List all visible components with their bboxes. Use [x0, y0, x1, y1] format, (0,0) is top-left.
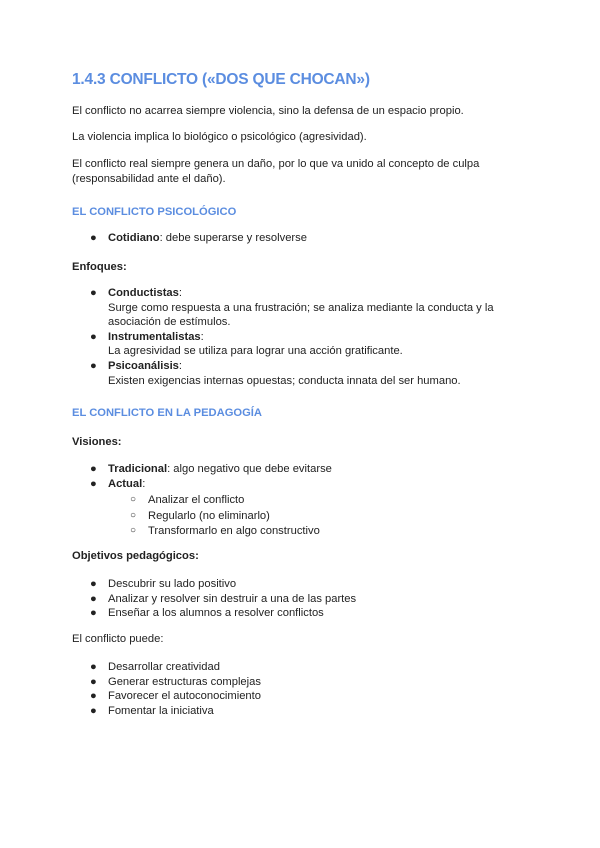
sub-item-text: Analizar el conflicto	[148, 494, 245, 507]
list-item	[90, 606, 356, 621]
list-item	[90, 286, 508, 330]
visiones-list	[90, 462, 332, 540]
item-text: Enseñar a los alumnos a resolver conflictos	[108, 607, 324, 620]
bullet-icon: ●	[90, 690, 97, 703]
sub-item-text: Regularlo (no eliminarlo)	[148, 509, 270, 522]
puede-list	[90, 660, 261, 718]
page-title: 1.4.3 CONFLICTO («DOS QUE CHOCAN»)	[72, 71, 370, 88]
bullet-icon: ●	[90, 232, 97, 244]
hollow-bullet-icon: ○	[130, 525, 137, 537]
sub-list-item	[130, 524, 332, 540]
subheading-objetivos: Objetivos pedagógicos:	[72, 550, 199, 562]
section-heading-psicologico: EL CONFLICTO PSICOLÓGICO	[72, 206, 237, 218]
bullet-icon: ●	[90, 359, 97, 372]
intro-paragraph-1: El conflicto no acarrea siempre violencia, sino la defensa de un espacio propio.	[72, 105, 464, 117]
item-term: Actual	[108, 477, 143, 490]
item-text: Analizar y resolver sin destruir a una de las partes	[108, 592, 357, 605]
intro-paragraph-3: El conflicto real siempre genera un daño, por lo que va unido al concepto de culpa (responsabilidad ante el daño).	[72, 158, 480, 185]
subheading-enfoques: Enfoques:	[72, 261, 127, 273]
psicologico-list	[90, 231, 307, 246]
intro-paragraph-2: La violencia implica lo biológico o psicológico (agresividad).	[72, 131, 367, 143]
section-heading-pedagogia: EL CONFLICTO EN LA PEDAGOGÍA	[72, 407, 262, 419]
item-term: Instrumentalistas	[108, 330, 201, 343]
list-item	[90, 330, 508, 359]
list-item	[90, 359, 508, 388]
item-text: Favorecer el autoconocimiento	[108, 690, 261, 703]
list-item	[90, 689, 261, 704]
bullet-icon: ●	[90, 330, 97, 343]
sub-list-item	[130, 509, 332, 525]
list-item	[90, 462, 332, 477]
item-term: Psicoanálisis	[108, 359, 179, 372]
sub-item-text: Transformarlo en algo constructivo	[148, 525, 320, 538]
bullet-icon: ●	[90, 661, 97, 673]
bullet-icon: ●	[90, 592, 97, 605]
item-description: Existen exigencias internas opuestas; conducta innata del ser humano.	[108, 374, 461, 387]
item-colon: :	[178, 287, 182, 299]
item-description: Surge como respuesta a una frustración; se analiza mediante la conducta y la asociación de estímulos.	[108, 301, 494, 329]
bullet-icon: ●	[90, 704, 97, 717]
item-text: Generar estructuras complejas	[108, 675, 261, 688]
item-text: : debe superarse y resolverse	[159, 232, 307, 244]
item-text: Desarrollar creatividad	[108, 661, 220, 673]
enfoques-list	[90, 286, 508, 388]
bullet-icon: ●	[90, 675, 97, 688]
hollow-bullet-icon: ○	[130, 494, 137, 506]
list-item	[90, 660, 261, 675]
item-term: Cotidiano	[108, 232, 160, 244]
objetivos-list	[90, 577, 356, 621]
bullet-icon: ●	[90, 463, 97, 475]
bullet-icon: ●	[90, 578, 97, 590]
bullet-icon: ●	[90, 287, 97, 299]
item-text: Fomentar la iniciativa	[108, 704, 214, 717]
subheading-visiones: Visiones:	[72, 436, 122, 448]
list-item	[90, 577, 356, 592]
actual-sublist	[108, 493, 332, 540]
item-text: Descubrir su lado positivo	[108, 578, 237, 590]
hollow-bullet-icon: ○	[130, 509, 137, 521]
item-description: La agresividad se utiliza para lograr una acción gratificante.	[108, 345, 403, 358]
list-item	[90, 592, 356, 607]
sub-list-item	[130, 493, 332, 509]
list-item	[90, 704, 261, 719]
item-colon: :	[178, 359, 183, 372]
bullet-icon: ●	[90, 477, 97, 490]
puede-heading: El conflicto puede:	[72, 633, 164, 645]
item-term: Tradicional	[108, 463, 168, 475]
list-item	[90, 675, 261, 690]
item-term: Conductistas	[108, 287, 179, 299]
list-item	[90, 477, 332, 540]
list-item	[90, 231, 307, 246]
item-text: : algo negativo que debe evitarse	[167, 463, 332, 475]
item-colon: :	[200, 330, 204, 343]
item-colon: :	[142, 477, 146, 490]
bullet-icon: ●	[90, 607, 97, 620]
